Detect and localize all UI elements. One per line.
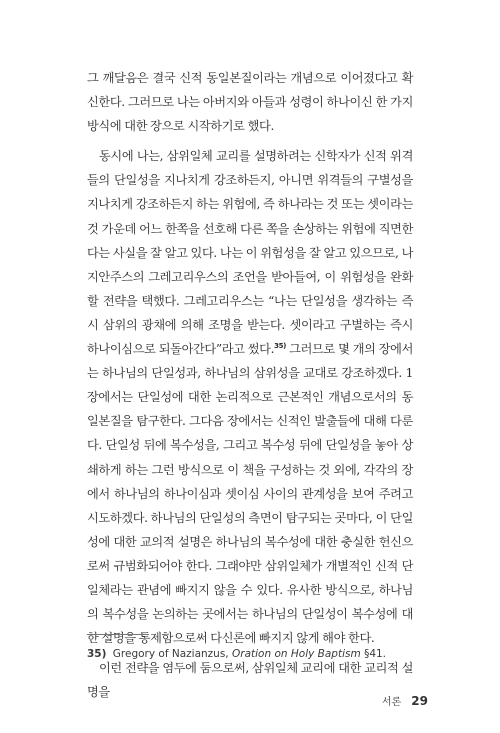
footnote-divider bbox=[87, 634, 149, 635]
paragraph-2 bbox=[87, 144, 413, 650]
section-label: 서론 bbox=[381, 697, 402, 708]
paragraph-1: 그 깨달음은 결국 신적 동일본질이라는 개념으로 이어졌다고 확신한다. 그러므로 나는 아버지와 아들과 성령이 하나이신 한 가지 방식에 대한 장으로 시작하기로 했다. bbox=[87, 71, 413, 134]
footnote-author: Gregory of Nazianzus, bbox=[112, 648, 229, 660]
page-footer bbox=[382, 690, 428, 709]
footnote-number: 35) bbox=[87, 648, 107, 660]
footnote bbox=[87, 647, 417, 661]
footnote-title: Oration on Holy Baptism bbox=[232, 648, 361, 660]
paragraph-2-continued: 그러므로 몇 개의 장에서는 하나님의 단일성과, 하나님의 삼위성을 교대로 강조하겠다. 1장에서는 단일성에 대한 논리적으로 근본적인 개념으로서의 동일본질을 탐구한다. 그다음 장에서는 신적인 발출들에 대해 다룬다. 단일성 뒤에 복수성을, 그리고 복수성 뒤에 단일성을 놓아 상쇄하게 하는 그런 방식으로 이 책을 구성하는 것 외에, 각각의 장에서 하나님의 하나이심과 셋이심 사이의 관계성을 보여 주려고 시도하겠다. 하나님의 단일성의 측면이 탐구되는 곳마다, 이 단일성에 대한 교의적 설명은 하나님의 복수성에 대한 충실한 헌신으로써 규범화되어야 한다. 그래야만 삼위일체가 개별적인 신적 단일체라는 관념에 빠지지 않을 수 있다. 유사한 방식으로, 하나님의 복수성을 논의하는 곳에서는 하나님의 단일성이 복수성에 대한 설명을 통제함으로써 다신론에 빠지지 않게 해야 한다. bbox=[87, 342, 413, 646]
footnote-ref: §41. bbox=[364, 648, 387, 660]
paragraph-3: 이런 전략을 염두에 둠으로써, 삼위일체 교리에 대한 교리적 설명을 bbox=[87, 661, 413, 700]
footnote-reference[interactable]: 35) bbox=[274, 341, 287, 350]
body-text bbox=[87, 66, 413, 704]
paragraph-2-text: 동시에 나는, 삼위일체 교리를 설명하려는 신학자가 신적 위격들의 단일성을 지나치게 강조하든지, 아니면 위격들의 구별성을 지나치게 강조하든지 하는 위험에, 즉 하나라는 것 또는 셋이라는 것 가운데 어느 한쪽을 선호해 다른 쪽을 손상하는 위험에 직면한다는 사실을 잘 알고 있다. 나는 이 위험성을 잘 알고 있으므로, 나지안주스의 그레고리우스의 조언을 받아들여, 이 위험성을 완화할 전략을 택했다. 그레고리우스는 “나는 단일성을 생각하는 즉시 삼위의 광채에 의해 조명을 받는다. 셋이라고 구별하는 즉시 하나이심으로 되돌아간다”라고 썼다. bbox=[87, 149, 413, 357]
page-number: 29 bbox=[411, 694, 428, 708]
